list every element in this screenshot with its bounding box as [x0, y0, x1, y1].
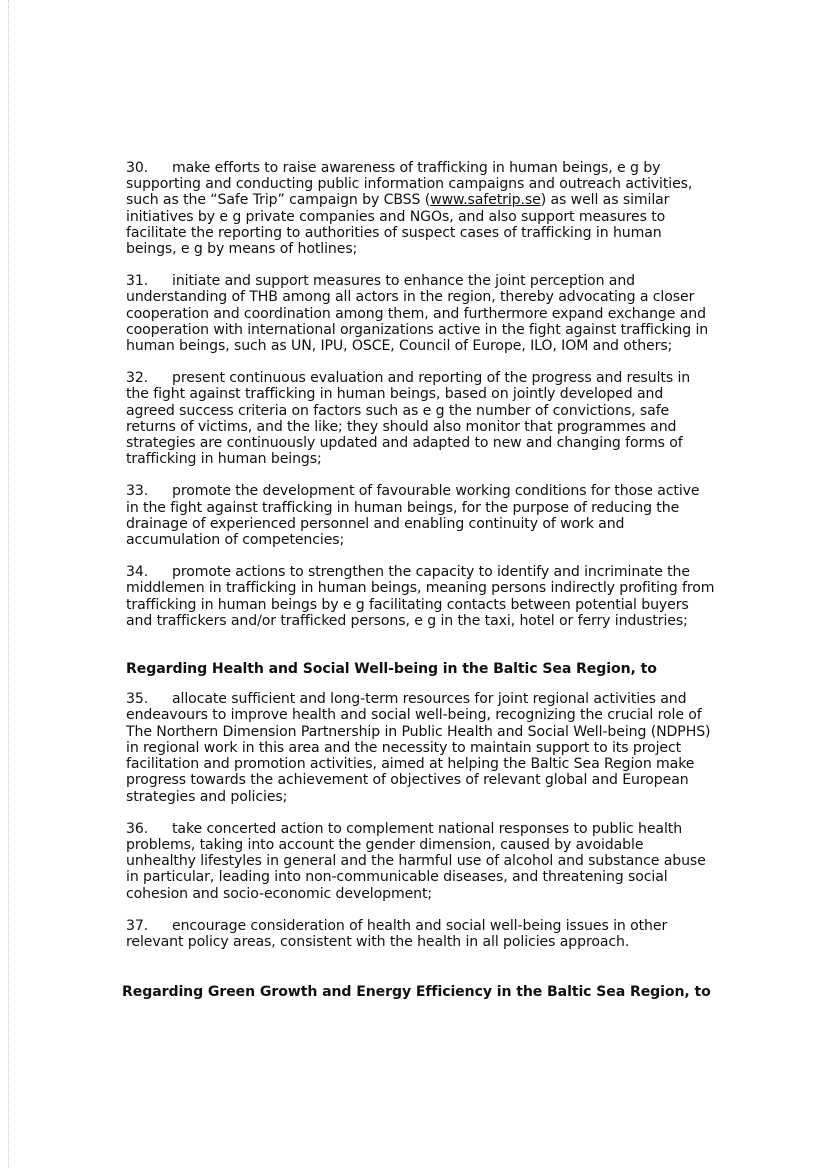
paragraph-number: 32. [126, 370, 149, 387]
paragraph-text: promote the development of favourable working conditions for those active in the fight against trafficking in human beings, for the purpose of reducing the drainage of experienced personnel and enabling continuity of work and accumulation of competencies; [126, 483, 700, 549]
paragraph-text: present continuous evaluation and reporting of the progress and results in the fight against trafficking in human beings, based on jointly developed and agreed success criteria on factors such as e g the number of convictions, safe returns of victims, and the like; they should also monitor that programmes and strategies are continuously updated and adapted to new and changing forms of trafficking in human beings; [126, 370, 691, 468]
document-body [122, 160, 716, 1014]
paragraph-text: allocate sufficient and long-term resources for joint regional activities and endeavours to improve health and social well-being, recognizing the crucial role of The Northern Dimension Partnership in Public Health and Social Well-being (NDPHS) in regional work in this area and the necessity to maintain support to its project facilitation and promotion activities, aimed at helping the Baltic Sea Region make progress towards the achievement of objectives of relevant global and European strategies and policies; [126, 691, 711, 805]
paragraph-32 [126, 370, 716, 467]
paragraph-number: 31. [126, 273, 149, 290]
paragraph-text: take concerted action to complement national responses to public health problems, taking into account the gender dimension, caused by avoidable unhealthy lifestyles in general and the harmful use of alcohol and substance abuse in particular, leading into non-communicable diseases, and threatening social cohesion and socio-economic development; [126, 820, 706, 902]
page-edge-marking [8, 0, 9, 1168]
paragraph-text: promote actions to strengthen the capacity to identify and incriminate the middlemen in trafficking in human beings, meaning persons indirectly profiting from trafficking in human beings by e g facilitating contacts between potential buyers and traffickers and/or trafficked persons, e g in the taxi, hotel or ferry industries; [126, 564, 715, 629]
paragraph-35 [126, 691, 716, 804]
paragraph-number: 30. [126, 160, 149, 176]
paragraph-number: 37. [126, 917, 149, 934]
paragraph-text: ) as well as similar initiatives by e g private companies and NGOs, and also support measures to facilitate the reporting to authorities of suspect cases of trafficking in human beings, e g by means of hotlines; [126, 192, 670, 258]
paragraph-33 [126, 483, 716, 548]
safetrip-link[interactable]: www.safetrip.se [430, 192, 541, 209]
paragraph-text: encourage consideration of health and social well-being issues in other relevant policy areas, consistent with the health in all policies approach. [126, 917, 668, 950]
paragraph-number: 36. [126, 820, 149, 837]
paragraph-number: 35. [126, 691, 149, 708]
paragraph-text: make efforts to raise awareness of trafficking in human beings, e g by supporting and conducting public information campaigns and outreach activities, such as the “Safe Trip” campaign by CBSS ( [126, 160, 693, 209]
section-heading-green-growth: Regarding Green Growth and Energy Efficiency in the Baltic Sea Region, to [122, 984, 711, 1001]
paragraph-37 [126, 918, 716, 950]
paragraph-34 [126, 564, 716, 629]
paragraph-31 [126, 273, 716, 354]
paragraph-number: 33. [126, 483, 149, 500]
paragraph-36 [126, 821, 716, 902]
paragraph-text: initiate and support measures to enhance the joint perception and understanding of THB among all actors in the region, thereby advocating a closer cooperation and coordination among them, and furthermore expand exchange and cooperation with international organizations active in the fight against trafficking in human beings, such as UN, IPU, OSCE, Council of Europe, ILO, IOM and others; [126, 273, 709, 355]
section-heading-health: Regarding Health and Social Well-being in the Baltic Sea Region, to [126, 661, 657, 678]
paragraph-30 [126, 160, 716, 257]
paragraph-number: 34. [126, 564, 149, 581]
